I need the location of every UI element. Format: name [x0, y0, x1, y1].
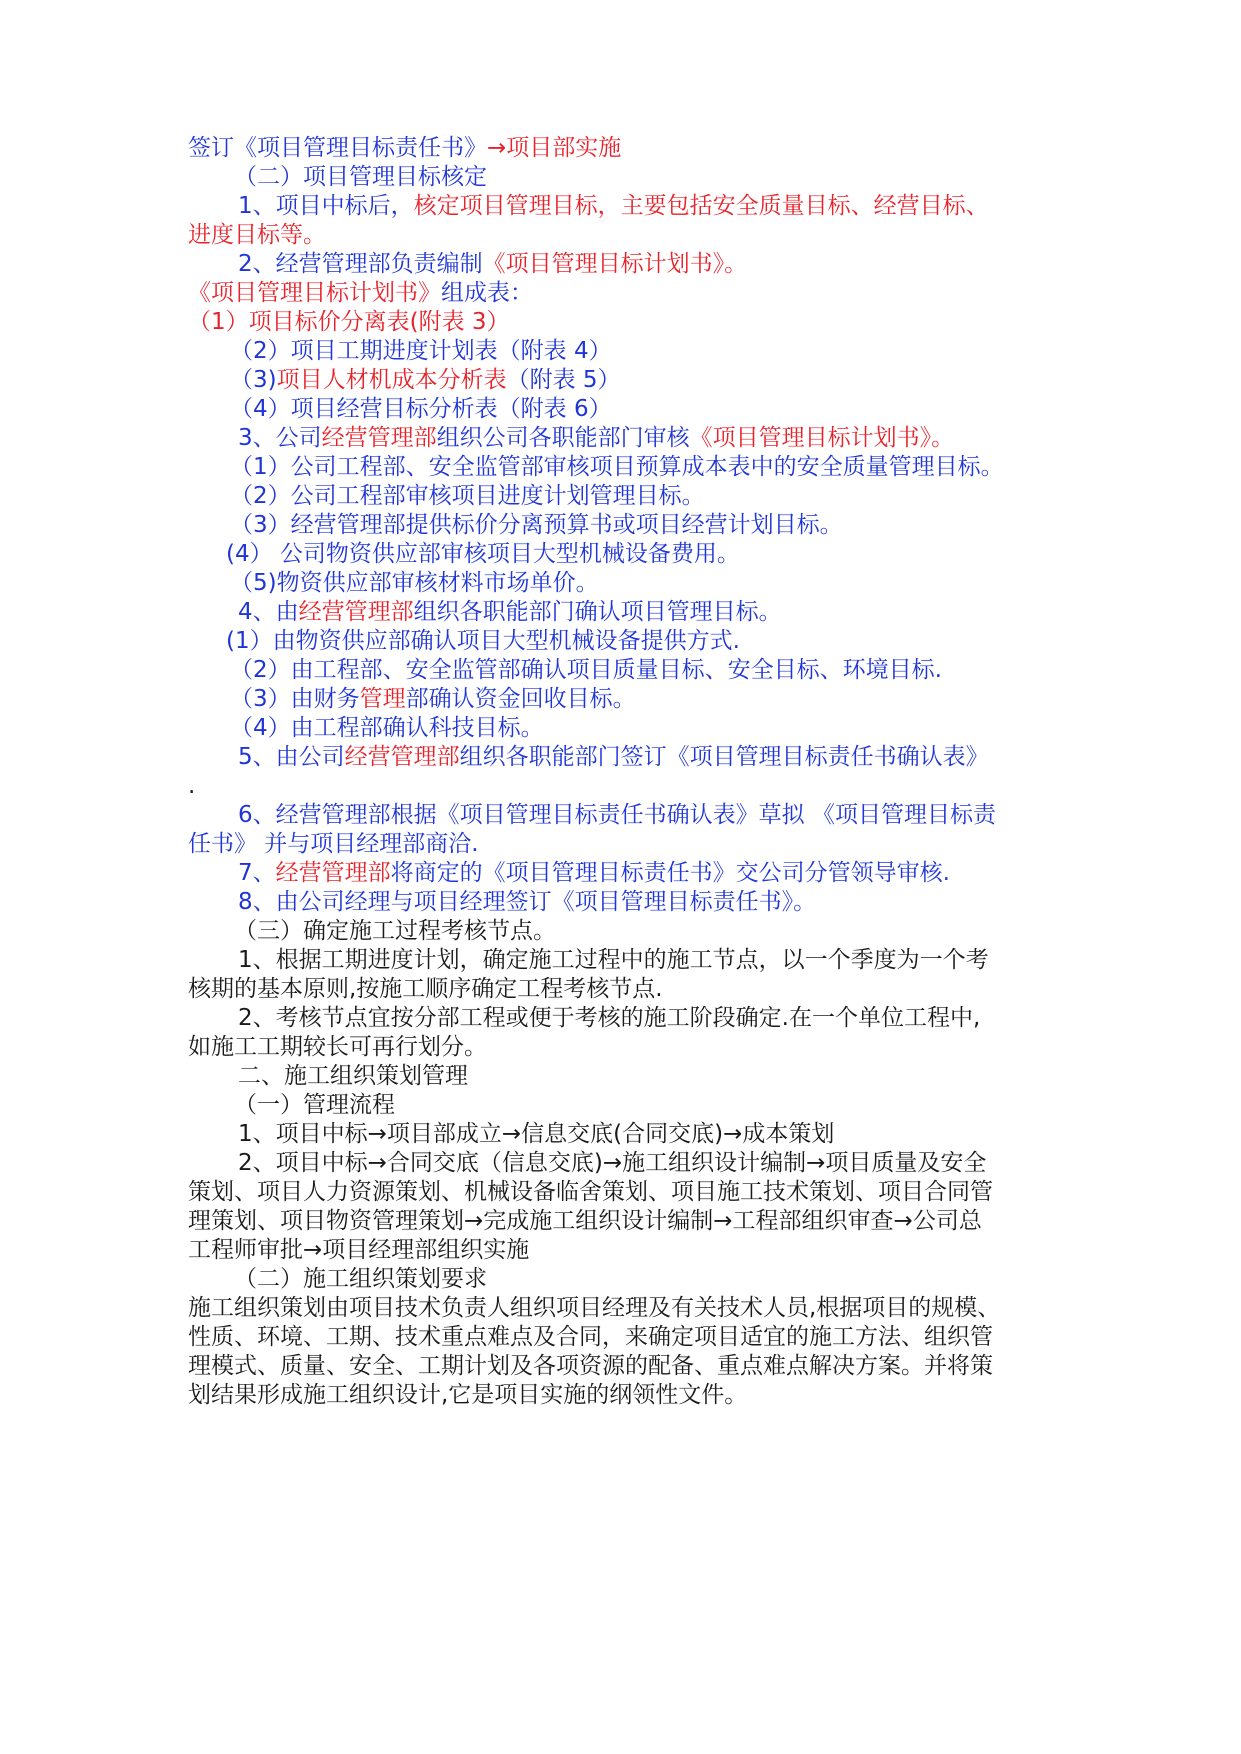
- text-run: （2）由工程部、安全监管部确认项目质量目标、安全目标、环境目标.: [230, 657, 942, 683]
- text-run: 7、: [238, 860, 276, 886]
- text-run: （3): [230, 367, 277, 393]
- text-run: 性质、环境、工期、技术重点难点及合同，来确定项目适宜的施工方法、组织管: [188, 1324, 993, 1350]
- text-run: 部确认资金回收目标。: [405, 686, 636, 712]
- text-run: 4、由: [238, 599, 299, 625]
- text-run: 2、经营管理部负责编制: [238, 251, 483, 277]
- text-run: 《项目管理目标计划书》。: [689, 425, 955, 451]
- text-run: →项目部实施: [487, 135, 622, 161]
- text-run: 划结果形成施工组织设计,它是项目实施的纲领性文件。: [188, 1382, 748, 1408]
- text-run: .: [188, 773, 196, 799]
- text-run: 2、项目中标→合同交底（信息交底)→施工组织设计编制→项目质量及安全: [238, 1150, 987, 1176]
- text-run: 经营管理部: [298, 599, 414, 625]
- text-run: 任书》 并与项目经理部商洽.: [188, 831, 479, 857]
- text-run: （三）确定施工过程考核节点。: [234, 918, 556, 944]
- text-run: 组织各职能部门签订《项目管理目标责任书确认表》: [459, 744, 989, 770]
- text-run: （1）项目标价分离表(附表 3）: [188, 309, 510, 335]
- text-run: 管理: [359, 686, 406, 712]
- text-run: （3）由财务: [230, 686, 360, 712]
- text-run: 组织公司各职能部门审核: [436, 425, 690, 451]
- text-run: 《项目管理目标计划书》。: [482, 251, 748, 277]
- text-run: 经营管理部: [275, 860, 391, 886]
- text-run: 经营管理部: [321, 425, 437, 451]
- text-run: 签订《项目管理目标责任书》: [188, 135, 487, 161]
- text-run: 理模式、质量、安全、工期计划及各项资源的配备、重点难点解决方案。并将策: [188, 1353, 993, 1379]
- text-run: 经营管理部: [344, 744, 460, 770]
- text-run: 组织各职能部门确认项目管理目标。: [413, 599, 782, 625]
- text-run: 1、项目中标后，: [238, 193, 414, 219]
- line-44: [188, 1379, 1068, 1412]
- text-run: 核定项目管理目标，主要包括安全质量目标、经营目标、: [413, 193, 989, 219]
- text-run: 组成表：: [441, 280, 533, 306]
- text-run: 二、施工组织策划管理: [238, 1063, 468, 1089]
- text-run: 5、由公司: [238, 744, 345, 770]
- text-run: (1）由物资供应部确认项目大型机械设备提供方式.: [226, 628, 740, 654]
- text-run: 1、项目中标→项目部成立→信息交底(合同交底)→成本策划: [238, 1121, 835, 1147]
- text-run: 3、公司: [238, 425, 322, 451]
- text-run: 工程师审批→项目经理部组织实施: [188, 1237, 530, 1263]
- text-run: 6、经营管理部根据《项目管理目标责任书确认表》草拟 《项目管理目标责: [238, 802, 996, 828]
- text-run: （4）项目经营目标分析表（附表 6）: [230, 396, 612, 422]
- text-run: （2）项目工期进度计划表（附表 4）: [230, 338, 612, 364]
- text-run: （2）公司工程部审核项目进度计划管理目标。: [230, 483, 705, 509]
- text-run: （1）公司工程部、安全监管部审核项目预算成本表中的安全质量管理目标。: [230, 454, 1004, 480]
- text-run: （附表 5）: [506, 367, 621, 393]
- text-run: （5)物资供应部审核材料市场单价。: [230, 570, 599, 596]
- text-run: 《项目管理目标计划书》: [188, 280, 441, 306]
- text-run: （二）项目管理目标核定: [234, 164, 487, 190]
- text-run: 1、根据工期进度计划，确定施工过程中的施工节点，以一个季度为一个考: [238, 947, 989, 973]
- text-run: （二）施工组织策划要求: [234, 1266, 487, 1292]
- text-run: 如施工工期较长可再行划分。: [188, 1034, 487, 1060]
- text-run: 策划、项目人力资源策划、机械设备临舍策划、项目施工技术策划、项目合同管: [188, 1179, 993, 1205]
- text-run: 将商定的《项目管理目标责任书》交公司分管领导审核.: [390, 860, 950, 886]
- text-run: 项目人材机成本分析表: [276, 367, 507, 393]
- text-run: 理策划、项目物资管理策划→完成施工组织设计编制→工程部组织审查→公司总: [188, 1208, 982, 1234]
- text-run: （4）由工程部确认科技目标。: [230, 715, 544, 741]
- text-run: 进度目标等。: [188, 222, 326, 248]
- text-run: （3）经营管理部提供标价分离预算书或项目经营计划目标。: [230, 512, 843, 538]
- text-run: 核期的基本原则,按施工顺序确定工程考核节点.: [188, 976, 663, 1002]
- text-run: 8、由公司经理与项目经理签订《项目管理目标责任书》。: [238, 889, 817, 915]
- text-run: （一）管理流程: [234, 1092, 395, 1118]
- text-run: 2、考核节点宜按分部工程或便于考核的施工阶段确定.在一个单位工程中,: [238, 1005, 981, 1031]
- text-run: 施工组织策划由项目技术负责人组织项目经理及有关技术人员,根据项目的规模、: [188, 1295, 1001, 1321]
- text-run: (4） 公司物资供应部审核项目大型机械设备费用。: [226, 541, 740, 567]
